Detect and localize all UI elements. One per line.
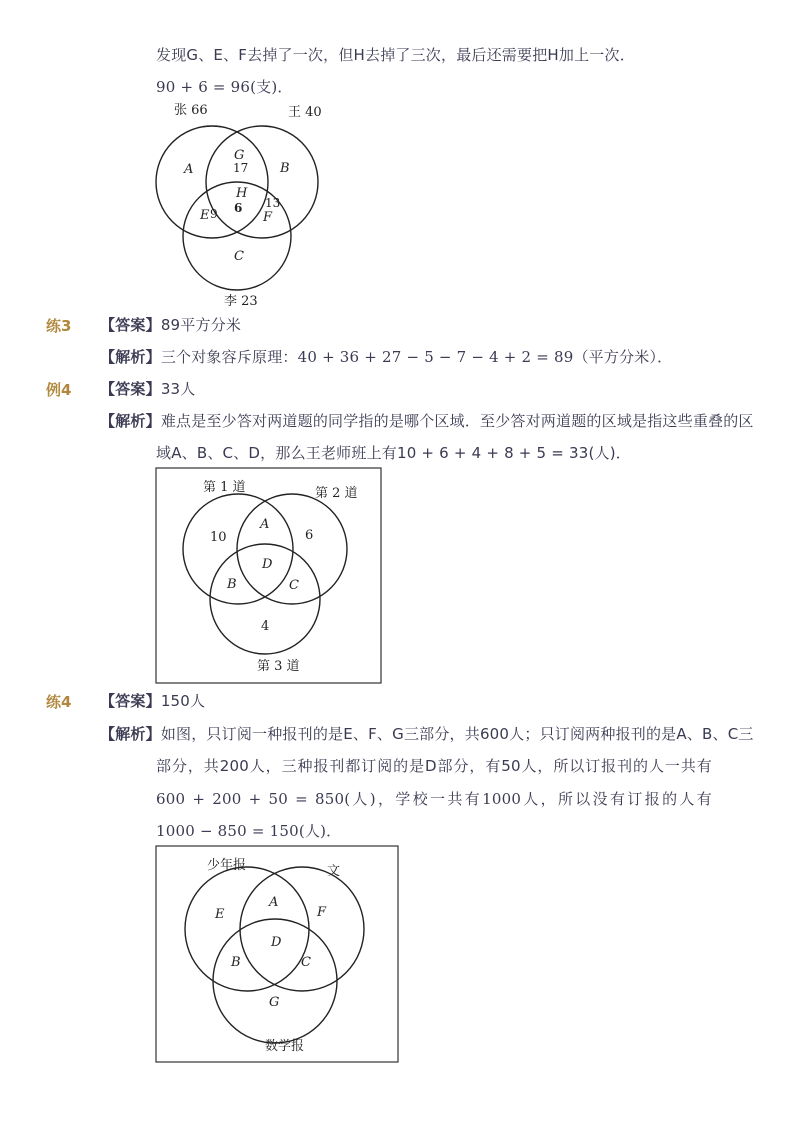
li4-answer-row — [100, 379, 196, 399]
venn2-region-c: C — [289, 578, 299, 593]
venn2-label-q3: 第 3 道 — [257, 659, 300, 674]
venn2-region-b: B — [227, 577, 237, 592]
li4-analysis-label: 【解析】 — [100, 412, 161, 430]
lian4-analysis-line4: 1000 − 850 = 150(人)． — [156, 822, 342, 840]
venn3-region-g: G — [269, 995, 280, 1010]
li4-analysis-row — [100, 411, 754, 431]
venn3-region-e: E — [215, 907, 225, 922]
li4-analysis-line1: 难点是至少答对两道题的同学指的是哪个区域．至少答对两道题的区域是指这些重叠的区 — [160, 412, 754, 430]
venn1-label-zhang: 张 66 — [174, 103, 208, 118]
venn3-label-wen: 文 — [327, 864, 341, 879]
lian3-analysis-label: 【解析】 — [100, 348, 161, 366]
venn3-circle-wen — [240, 867, 364, 991]
venn1-value-e: 9 — [210, 207, 218, 221]
venn1-region-h: H — [236, 186, 248, 201]
venn1-value-g: 17 — [233, 161, 249, 175]
lian4-analysis-line1: 如图，只订阅一种报刊的是E、F、G三部分，共600人；只订阅两种报刊的是A、B、C三 — [160, 725, 754, 743]
li4-answer: 33人 — [160, 380, 196, 398]
lian4-analysis-line3: 600 + 200 + 50 = 850(人)，学校一共有1000人，所以没有订报的人有 — [156, 790, 712, 808]
tag-li4: 例4 — [46, 381, 72, 399]
tag-lian4: 练4 — [46, 693, 72, 711]
lian3-analysis-row — [100, 347, 672, 367]
lian3-answer: 89平方分米 — [160, 316, 242, 334]
venn1-region-c: C — [234, 249, 244, 264]
venn1-value-f: 13 — [265, 196, 281, 210]
lian3-analysis: 三个对象容斥原理：40 + 36 + 27 − 5 − 7 − 4 + 2 = 89（平方分米）． — [160, 348, 673, 366]
text-line-top-1: 发现G、E、F去掉了一次，但H去掉了三次，最后还需要把H加上一次． — [156, 46, 635, 64]
venn2-value-left: 10 — [210, 530, 227, 545]
venn3-circle-shaonianbao — [185, 867, 309, 991]
venn3-region-f: F — [317, 905, 327, 920]
lian3-answer-label: 【答案】 — [100, 316, 161, 334]
lian4-answer-label: 【答案】 — [100, 692, 161, 710]
venn2-region-d: D — [262, 557, 273, 572]
venn3-label-shuxuebao: 数学报 — [265, 1039, 305, 1054]
lian4-answer-row — [100, 691, 205, 711]
venn1-label-wang: 王 40 — [288, 105, 322, 120]
venn2-region-a: A — [260, 517, 270, 532]
lian3-answer-row — [100, 315, 241, 335]
li4-answer-label: 【答案】 — [100, 380, 161, 398]
venn2-label-q2: 第 2 道 — [315, 486, 358, 501]
venn-diagram-3 — [155, 845, 400, 1064]
venn2-circle-q1 — [183, 494, 293, 604]
venn3-frame — [156, 846, 398, 1062]
venn-diagram-1 — [150, 98, 350, 310]
venn3-label-shaonianbao: 少年报 — [207, 858, 247, 873]
venn1-label-li: 李 23 — [224, 294, 258, 309]
lian4-analysis-line2: 部分，共200人，三种报刊都订阅的是D部分，有50人，所以订报刊的人一共有 — [156, 757, 712, 775]
venn1-region-e: E — [200, 208, 210, 223]
venn2-value-right: 6 — [305, 528, 314, 543]
venn1-value-h: 6 — [234, 201, 243, 215]
venn-diagram-2 — [155, 467, 383, 685]
venn1-region-a: A — [184, 162, 194, 177]
venn3-region-c: C — [301, 955, 311, 970]
text-line-top-2: 90 + 6 = 96(支)． — [156, 78, 293, 96]
venn3-region-a: A — [269, 895, 279, 910]
venn2-label-q1: 第 1 道 — [203, 480, 246, 495]
li4-analysis-line2: 域A、B、C、D，那么王老师班上有10 + 6 + 4 + 8 + 5 = 33(人)． — [156, 444, 631, 462]
venn1-circle-wang — [206, 126, 318, 238]
venn2-value-bottom: 4 — [261, 619, 270, 634]
lian4-answer: 150人 — [160, 692, 206, 710]
venn1-circle-zhang — [156, 126, 268, 238]
venn1-region-f: F — [263, 210, 273, 225]
lian4-analysis-row — [100, 724, 754, 744]
venn1-region-g: G — [234, 148, 245, 163]
tag-lian3: 练3 — [46, 317, 72, 335]
venn1-region-b: B — [280, 161, 290, 176]
lian4-analysis-label: 【解析】 — [100, 725, 161, 743]
venn3-region-b: B — [231, 955, 241, 970]
venn3-region-d: D — [271, 935, 282, 950]
